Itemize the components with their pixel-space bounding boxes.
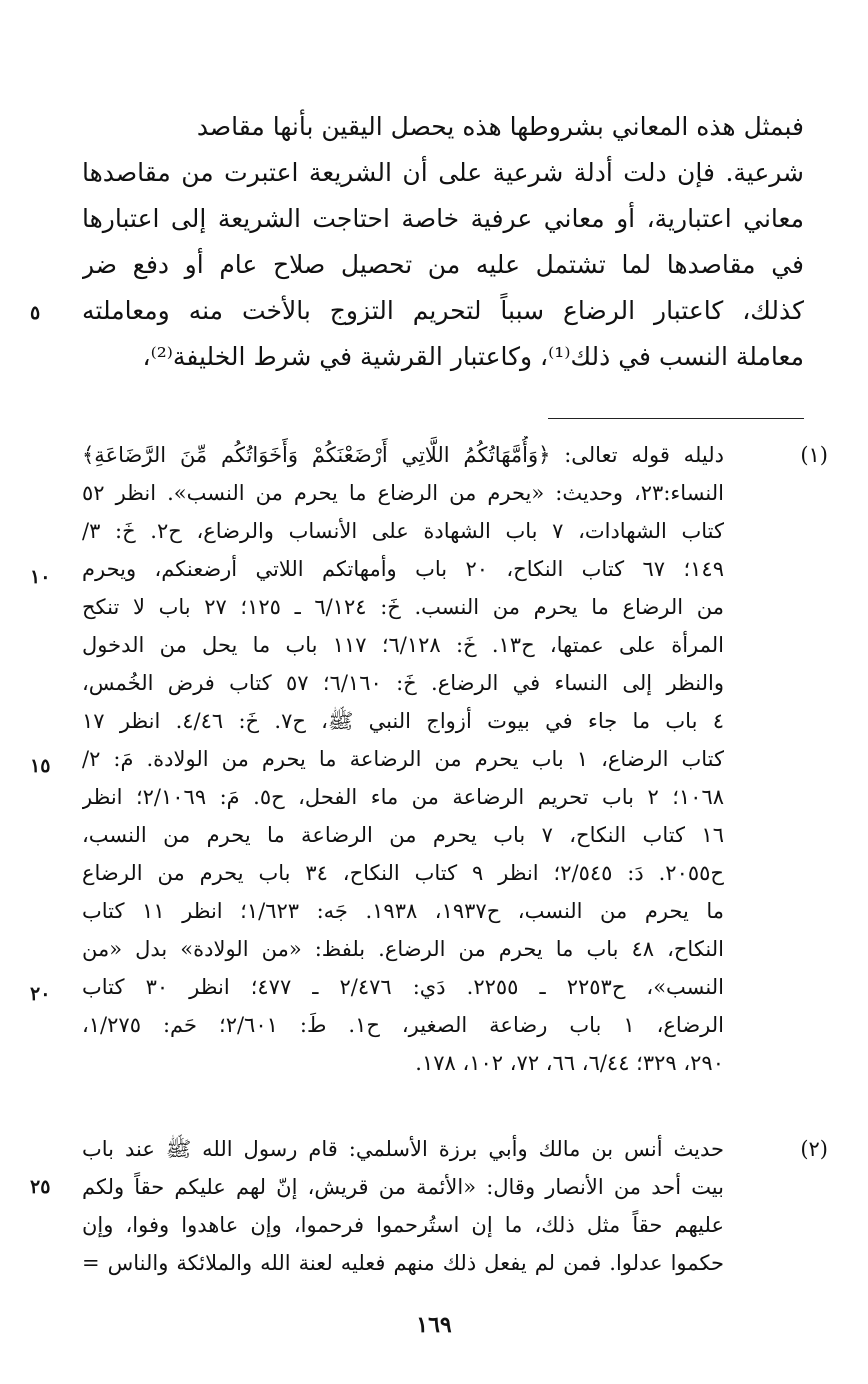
- footnote-line: كتاب الشهادات، ٧ باب الشهادة على الأنساب والرضاع، ح٢. خَ: ٣/: [82, 519, 724, 543]
- footnote-line: ما يحرم من النسب، ح١٩٣٧، ١٩٣٨. جَه: ١/٦٢٣؛ انظر ١١ كتاب: [82, 899, 724, 923]
- footnote-separator: [548, 418, 804, 419]
- main-text-line: معاملة النسب في ذلك⁽¹⁾، وكاعتبار القرشية في شرط الخليفة⁽²⁾،: [142, 342, 804, 371]
- footnote-line: من الرضاع ما يحرم من النسب. خَ: ٦/١٢٤ ـ ١٢٥؛ ٢٧ باب لا تنكح: [82, 595, 724, 619]
- footnote-line: بيت أحد من الأنصار وقال: «الأئمة من قريش، إنّ لهم عليكم حقاً ولكم: [82, 1175, 724, 1199]
- page-number: ١٦٩: [416, 1312, 452, 1338]
- footnote-line: النكاح، ٤٨ باب ما يحرم من الرضاع. بلفظ: «من الولادة» بدل «من: [82, 937, 724, 961]
- main-text-line: فبمثل هذه المعاني بشروطها هذه يحصل اليقين بأنها مقاصد: [196, 112, 804, 141]
- main-text-line: في مقاصدها لما تشتمل عليه من تحصيل صلاح عام أو دفع ضر: [82, 250, 804, 279]
- footnote-line: عليهم حقاً مثل ذلك، ما إن استُرحموا فرحموا، وإن عاهدوا وفوا، وإن: [82, 1213, 724, 1237]
- line-number: ٢٥: [30, 1176, 51, 1198]
- footnote-marker: (١): [800, 443, 828, 467]
- footnote-line: دليله قوله تعالى: ﴿وَأُمَّهَاتُكُمُ اللَّاتِي أَرْضَعْنَكُمْ وَأَخَوَاتُكُم مِّنَ الرَّضَاعَةِ﴾: [82, 443, 724, 467]
- footnote-line: ح٢٠٥٥. دَ: ٢/٥٤٥؛ انظر ٩ كتاب النكاح، ٣٤ باب يحرم من الرضاع: [82, 861, 724, 885]
- footnote-line: النسب»، ح٢٢٥٣ ـ ٢٢٥٥. دَي: ٢/٤٧٦ ـ ٤٧٧؛ انظر ٣٠ كتاب: [82, 975, 724, 999]
- footnote-line: كتاب الرضاع، ١ باب يحرم من الرضاعة ما يحرم من الولادة. مَ: ٢/: [82, 747, 724, 771]
- footnote-line: المرأة على عمتها، ح١٣. خَ: ٦/١٢٨؛ ١١٧ باب ما يحل من الدخول: [82, 633, 724, 657]
- footnote-line: ٢٩٠، ٣٢٩؛ ٦/٤٤، ٦٦، ٧٢، ١٠٢، ١٧٨.: [415, 1051, 724, 1075]
- footnote-line: والنظر إلى النساء في الرضاع. خَ: ٦/١٦٠؛ ٥٧ كتاب فرض الخُمس،: [82, 671, 724, 695]
- footnote-2: [82, 1130, 724, 1282]
- line-number: ١٠: [30, 566, 51, 588]
- footnote-line: النساء:٢٣، وحديث: «يحرم من الرضاع ما يحرم من النسب». انظر ٥٢: [82, 481, 724, 505]
- footnote-line: ٤ باب ما جاء في بيوت أزواج النبي ﷺ، ح٧. خَ: ٤/٤٦. انظر ١٧: [82, 709, 724, 733]
- footnote-line: حكموا عدلوا. فمن لم يفعل ذلك منهم فعليه لعنة الله والملائكة والناس =: [82, 1251, 724, 1275]
- line-number: ٢٠: [30, 983, 51, 1005]
- line-number: ٥: [30, 302, 41, 324]
- footnote-line: ١٤٩؛ ٦٧ كتاب النكاح، ٢٠ باب وأمهاتكم اللاتي أرضعنكم، ويحرم: [82, 557, 724, 581]
- main-text-line: معاني اعتبارية، أو معاني عرفية خاصة احتاجت الشريعة إلى اعتبارها: [82, 204, 804, 233]
- line-number: ١٥: [30, 755, 51, 777]
- footnote-1: [82, 436, 724, 1082]
- footnote-line: حديث أنس بن مالك وأبي برزة الأسلمي: قام رسول الله ﷺ عند باب: [82, 1137, 724, 1161]
- main-text-line: شرعية. فإن دلت أدلة شرعية على أن الشريعة اعتبرت من مقاصدها: [82, 158, 804, 187]
- footnote-marker: (٢): [800, 1137, 828, 1161]
- footnote-line: ١٠٦٨؛ ٢ باب تحريم الرضاعة من ماء الفحل، ح٥. مَ: ٢/١٠٦٩؛ انظر: [82, 785, 724, 809]
- main-text: [82, 104, 804, 380]
- footnote-line: الرضاع، ١ باب رضاعة الصغير، ح١. طَ: ٢/٦٠١؛ حَم: ١/٢٧٥،: [82, 1013, 724, 1037]
- footnote-line: ١٦ كتاب النكاح، ٧ باب يحرم من الرضاعة ما يحرم من النسب،: [82, 823, 724, 847]
- main-text-line: كذلك، كاعتبار الرضاع سبباً لتحريم التزوج بالأخت منه ومعاملته: [82, 296, 804, 325]
